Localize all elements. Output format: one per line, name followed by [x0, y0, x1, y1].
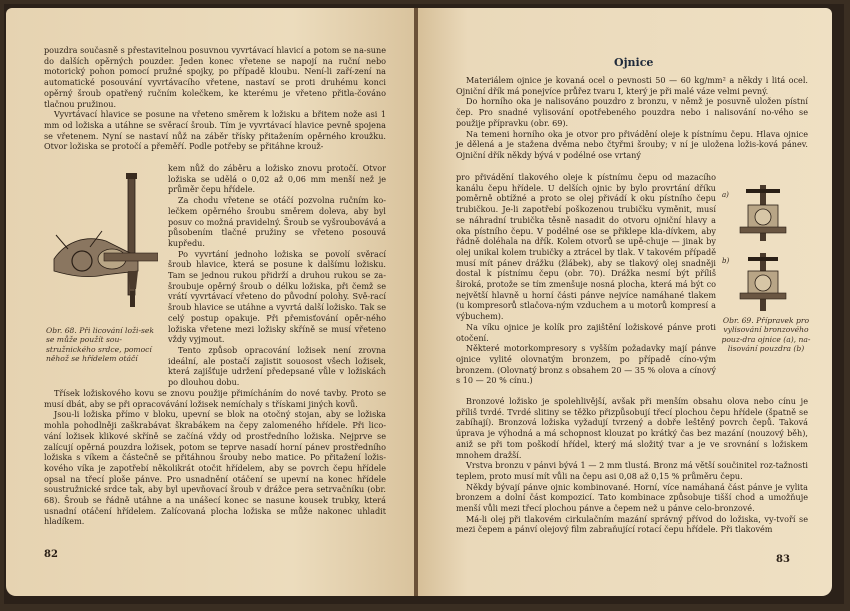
left-text-block-2 [168, 163, 386, 388]
paragraph: pro přivádění tlakového oleje k pístnímu čepu od mazacího kanálu čepu hřídele. U delších ojnic by bylo provrtání dříku poměrně obtížné a proto se olej přivádí k oku pístního čepu trubičkou. Je-li zapotřebí poškozenou trubičku vyměnit, musí se náhradní trubička těsně nasadit do otvoru ojniční hlavy a oka pístního čepu. V podélné ose se přiklepe kla-dívkem, aby řádně doléhala na dřík. Kolem otvorů se upě-chuje — jinak by olej unikal kolem trubičky a ztrácel by tlak. V takovém případě musí mít pánev drážku (žlábek), aby se tlakový olej snadněji dostal k pístnímu čepu (obr. 70). Drážka nesmí být příliš široká, protože se tím zmenšuje nosná plocha, která má být co největší hlavně u horní části pánve nejvíce namáhané tlakem (u kompresorů stlačova-ným vzduchem a u motorů kompresí a výbuchem). [456, 172, 716, 322]
paragraph: Za chodu vřetene se otáčí pozvolna ručním ko-lečkem opěrného šroubu směrem doleva, aby byl posuv co možná pravidelný. Šroub se vyšroubovává a působením tlačné pružiny se vřeteno posouvá kupředu. [168, 195, 386, 248]
figure-69-press-tool-illustration [720, 183, 812, 313]
right-text-block-2 [456, 172, 716, 386]
right-page [418, 8, 832, 596]
paragraph: Materiálem ojnice je kovaná ocel o pevnosti 50 — 60 kg/mm² a někdy i litá ocel. Ojniční dřík má ponejvíce průřez tvaru I, který je při malé váze velmi pevný. [456, 75, 808, 96]
paragraph: Jsou-li ložiska přímo v bloku, upevní se blok na otočný stojan, aby se ložiska mohla pohodlněji zaškrabávat škrabákem na čepy zalomeného hřídele. Při lico-vání ložisek klikové skříně se začíná vždy od prostředního ložiska. Nejprve se zalícují opěrná pouzdra ložisek, potom se teprve nasadí horní pánev prostředního ložiska s víkem a částečně se přitáhnou šrouby nebo matice. Po přitažení ložis-kového víka je zapotřebí několikrát otočit hřídelem, aby se povrch čepu hřídele opsal na třecí ploše pánve. Pro usnadnění otáčení se upevní na konec hřídele soustružnické srdce tak, aby byl upevňovací šroub v drážce pera setrvačníku (obr. 68). Šroub se řádně utáhne a na unášecí konec se nasune kousek trubky, která usnadní otáčení hřídelem. Zalícovaná plocha ložiska se může nakonec uhladit hladíkem. [44, 409, 386, 527]
right-text-block-1 [456, 75, 808, 161]
paragraph: Má-li olej při tlakovém cirkulačním mazání správný přívod do ložiska, vy-tvoří se mezi čepem a pánví olejový film zabraňující rotací čepu hřídele. Při tlakovém [456, 513, 808, 535]
paragraph: Na temeni horního oka je otvor pro přivádění oleje k pístnímu čepu. Hlava ojnice je dělená a je stažena dvěma nebo čtyřmi šrouby; v ní je uložena ložis-ková pánev. Ojniční dřík někdy bývá v podélné ose vrtaný [456, 128, 808, 160]
right-text-block-3 [456, 396, 808, 535]
figure-68-lathe-dog-illustration [46, 171, 158, 321]
figure-68-caption: Obr. 68. Při licování loži-sek se může použít sou-stružnického srdce, pomocí něhož se hřídelem otáčí [46, 326, 155, 364]
left-text-block-3 [44, 388, 386, 527]
figure-69-label-a: a) [722, 191, 729, 199]
page-number-right: 83 [776, 554, 790, 565]
paragraph: Vrstva bronzu v pánvi bývá 1 — 2 mm tlustá. Bronz má větší součinitel roz-tažnosti teplem, proto musí mít vůli na čepu asi 0,08 až 0,15 % průměru čepu. [456, 460, 808, 481]
paragraph: kem nůž do záběru a ložisko znovu protočí. Otvor ložiska se udělá o 0,02 až 0,06 mm menší než je průměr čepu hřídele. [168, 163, 386, 195]
paragraph: Vyvrtávací hlavice se posune na vřeteno směrem k ložisku a břitem nože asi 1 mm od ložiska a utáhne se svěrací šroub. Tím je vyvrtávací hlavice pevně spojena se vřetenem. Nyní se nastaví nůž na záběr třísky přitažením opěrného kroužku. Otvor ložiska se protočí a přeměří. Podle potřeby se přitáhne krouž- [44, 109, 386, 152]
figure-69-caption: Obr. 69. Přípravek pro vylisování bronzového pouz-dra ojnice (a), na-lisování pouzdra (b) [721, 316, 811, 354]
paragraph: Do horního oka je nalisováno pouzdro z bronzu, v němž je posuvně uložen pístní čep. Pro snadné vylisování opotřebeného pouzdra nebo i nalisování no-vého se použije přípravku (obr. 69). [456, 96, 808, 128]
paragraph: pouzdra současně s přestavitelnou posuvnou vyvrtávací hlavicí a potom se na-sune do dalších opěrných pouzder. Jeden konec vřetene se napojí na ruční nebo motorický pohon pomocí pružné spojky, po případě kloubu. Není-li zaří-zení na automatické posouvání vyvrtávacího vřetene, nastaví se proti druhému konci opěrný šroub opatřený ručním kolečkem, ke kterému je vřeteno přitla-čováno tlačnou pružinou. [44, 45, 386, 109]
paragraph: Někdy bývají pánve ojnic kombinované. Horní, více namáhaná část pánve je vylita bronzem a dolní část kompozicí. Tato kombinace způsobuje tišší chod a umožňuje menší vůli mezi třecí plochou pánve a čepem než u pánve celo-bronzové. [456, 481, 808, 514]
paragraph: Třísek ložiskového kovu se znovu použije přimícháním do nové tavby. Proto se musí dbát, aby se při opracovávání ložisek nemíchaly s třískami jiných kovů. [44, 388, 386, 409]
paragraph: Bronzové ložisko je spolehlivější, avšak při menším obsahu olova nebo cínu je příliš tvrdé. Tvrdé slitiny se těžko přizpůsobují třecí plochou čepu hřídele (špatně se zabíhají). Bronzová ložiska vyžadují tvrzený a dobře leštěný povrch čepů. Taková úprava je výhodná a má schopnost klouzat po krátký čas bez mazání (nouzový běh), aniž se při tom poškodí hřídel, který má složitý tvar a je ve srovnání s ložiskem mnohem dražší. [456, 396, 808, 460]
left-text-block-1 [44, 45, 386, 152]
left-page [6, 8, 416, 596]
paragraph: Na víku ojnice je kolík pro zajištění ložiskové pánve proti otočení. [456, 321, 716, 343]
paragraph: Některé motorkompresory s vyšším požadavky mají pánve ojnice vylité olovnatým bronzem, po případě cíno-vým bronzem. (Olovnatý bronz s obsahem 20 — 35 % olova a cínový s 10 — 20 % cínu.) [456, 343, 716, 386]
page-number-left: 82 [44, 549, 58, 560]
section-heading-ojnice: Ojnice [614, 56, 654, 69]
figure-69-label-b: b) [722, 257, 730, 265]
paragraph: Tento způsob opracování ložisek není zrovna ideální, ale postačí zajistit souosost všech ložisek, která zajišťuje udržení předepsané vůle v ložiskách po dlouhou dobu. [168, 344, 386, 388]
paragraph: Po vyvrtání jednoho ložiska se povolí svěrací šroub hlavice, která se posune k dalšímu ložisku. Tam se jednou rukou přidrží a druhou rukou se za-šroubuje opěrný šroub o délku ložiska, při čemž se vrátí vyvrtávací vřeteno do původní polohy. Svě-rací šroub hlavice se utáhne a vyvrtá další ložisko. Tak se celý postup opakuje. Při přemisťování opěr-ného ložiska vřetene mezi ložisky skříně se musí vřeteno vždy vyjmout. [168, 248, 386, 345]
